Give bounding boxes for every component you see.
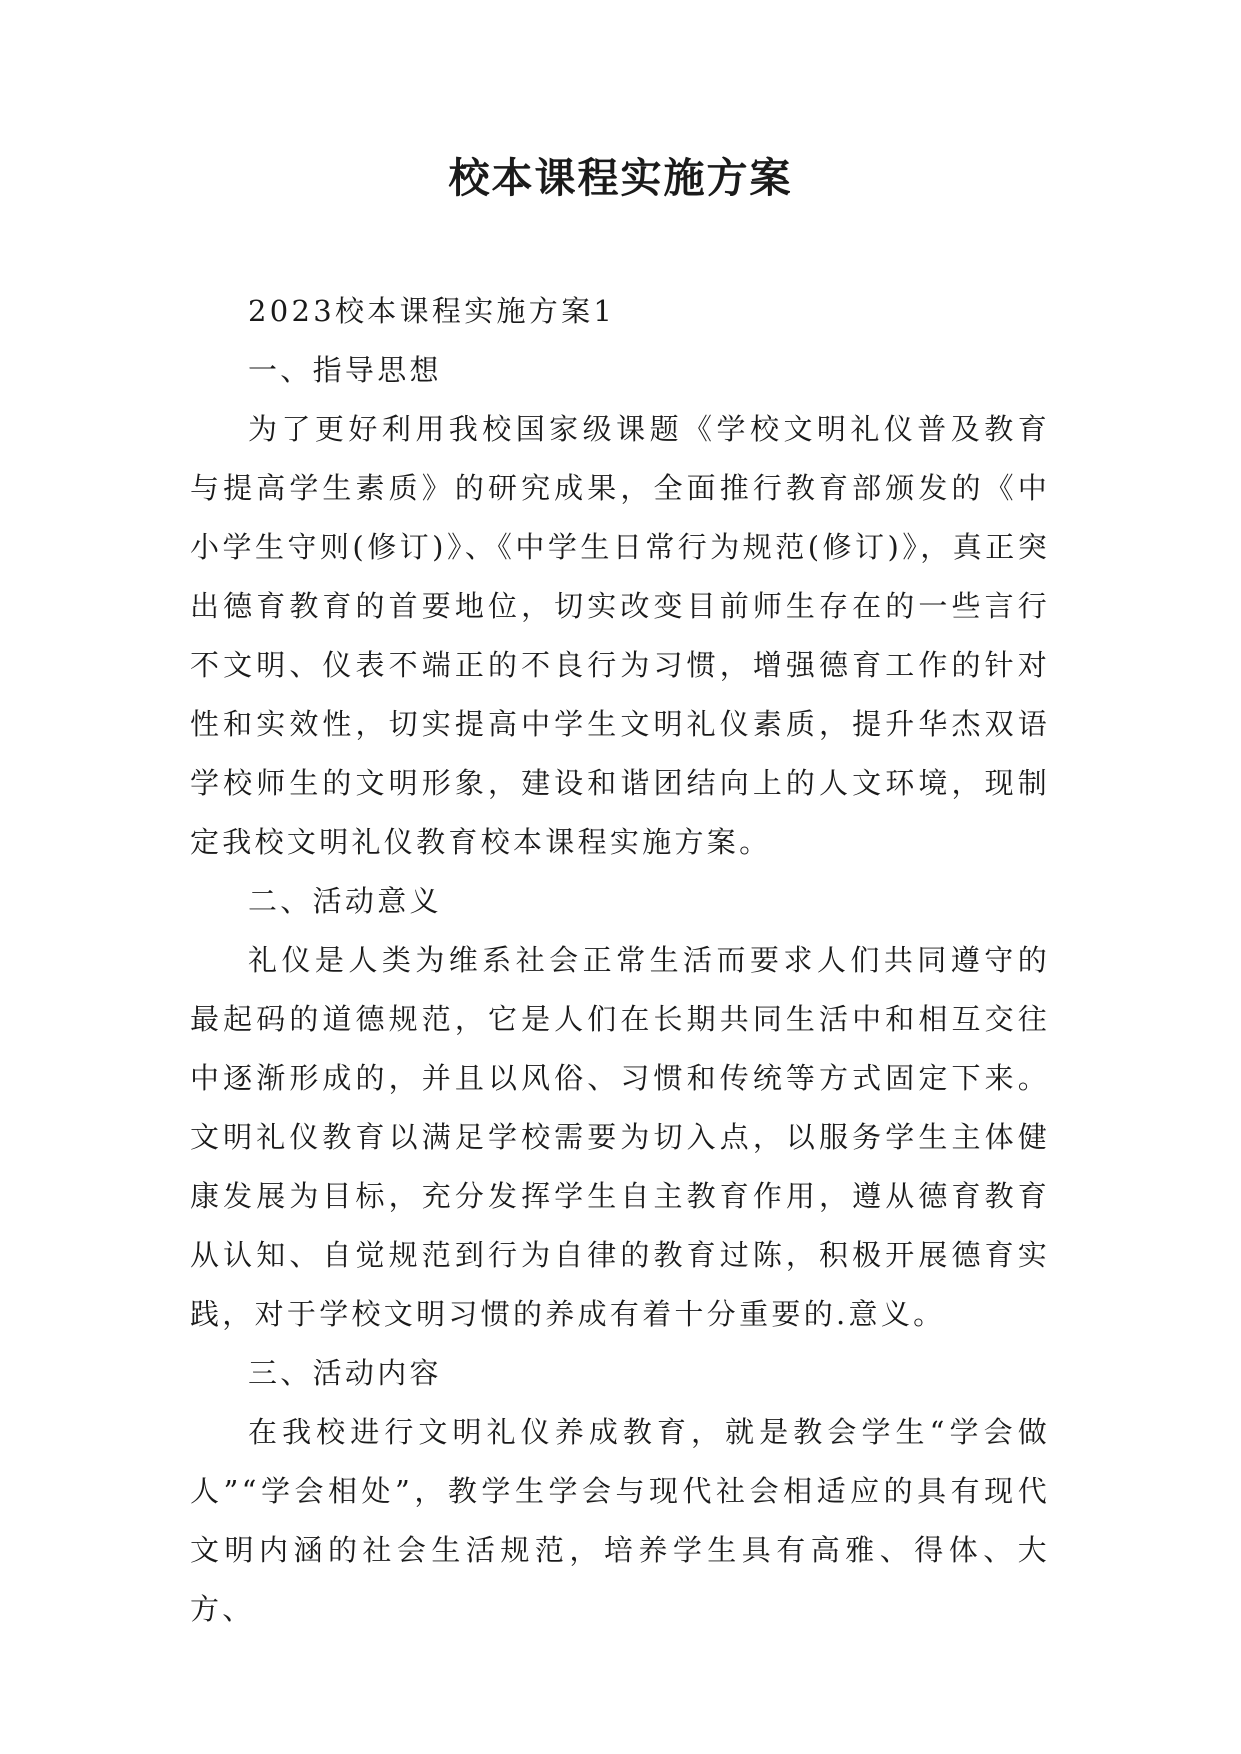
document-subtitle: 2023校本课程实施方案1 [248, 294, 616, 328]
section-paragraph-guiding-ideology: 为了更好利用我校国家级课题《学校文明礼仪普及教育与提高学生素质》的研究成果，全面推行教育部颁发的《中小学生守则(修订)》、《中学生日常行为规范(修订)》，真正突出德育教育的首要地位，切实改变目前师生存在的一些言行不文明、仪表不端正的不良行为习惯，增强德育工作的针对性和实效性，切实提高中学生文明礼仪素质，提升华杰双语学校师生的文明形象，建设和谐团结向上的人文环境，现制定我校文明礼仪教育校本课程实施方案。 [190, 412, 1050, 859]
section-heading-activity-content: 三、活动内容 [248, 1356, 442, 1390]
section-heading-activity-significance: 二、活动意义 [248, 884, 442, 918]
section-paragraph-activity-content: 在我校进行文明礼仪养成教育，就是教会学生“学会做人”“学会相处”，教学生学会与现代社会相适应的具有现代文明内涵的社会生活规范，培养学生具有高雅、得体、大方、 [190, 1415, 1050, 1626]
document-body [190, 282, 1050, 1639]
section-heading-guiding-ideology: 一、指导思想 [248, 353, 442, 387]
document-title: 校本课程实施方案 [448, 154, 793, 202]
section-paragraph-activity-significance: 礼仪是人类为维系社会正常生活而要求人们共同遵守的最起码的道德规范，它是人们在长期共同生活中和相互交往中逐渐形成的，并且以风俗、习惯和传统等方式固定下来。文明礼仪教育以满足学校需要为切入点，以服务学生主体健康发展为目标，充分发挥学生自主教育作用，遵从德育教育从认知、自觉规范到行为自律的教育过陈，积极开展德育实践，对于学校文明习惯的养成有着十分重要的.意义。 [190, 943, 1050, 1331]
